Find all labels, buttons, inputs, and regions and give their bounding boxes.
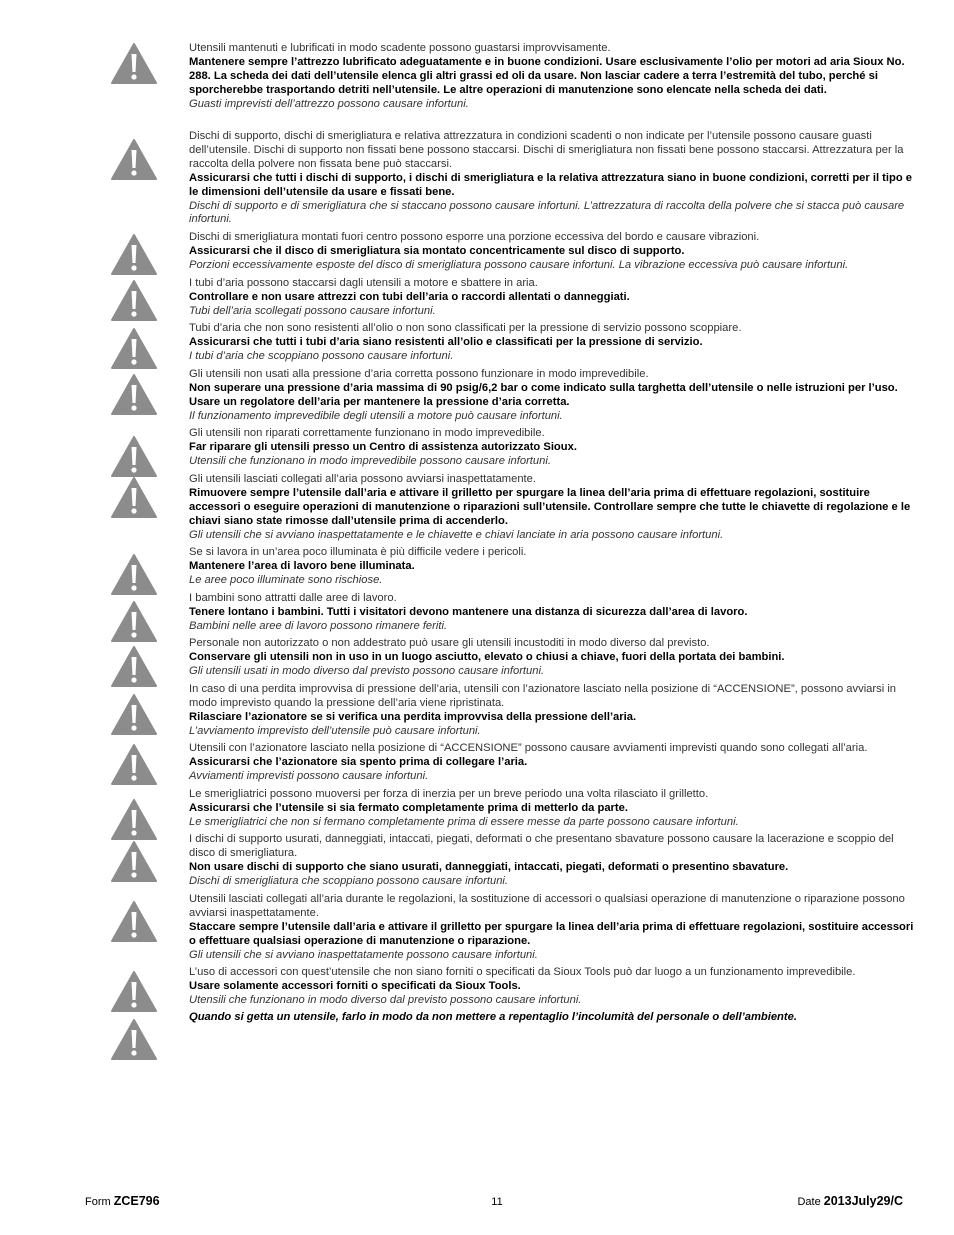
instruction-text: Assicurarsi che tutti i tubi d’aria siano resistenti all’olio e classificati per la pressione di servizio. [189,335,703,348]
hazard-text: Le smerigliatrici possono muoversi per forza di inerzia per un breve periodo una volta rilasciato il grilletto. [189,788,709,800]
warning-triangle-icon [110,743,158,786]
instruction-text: Tenere lontano i bambini. Tutti i visitatori devono mantenere una distanza di sicurezza dall’area di lavoro. [189,605,748,618]
warning-triangle-icon [110,840,158,883]
hazard-text: I bambini sono attratti dalle aree di lavoro. [189,592,397,604]
hazard-text: Gli utensili non riparati correttamente funzionano in modo imprevedibile. [189,427,545,439]
safety-section [189,322,919,364]
consequence-text: Dischi di supporto e di smerigliatura che si staccano possono causare infortuni. L’attrezzatura di raccolta della polvere che si stacca può causare infortuni. [189,199,905,226]
warning-triangle-icon [110,798,158,841]
warning-triangle-icon [110,693,158,736]
consequence-text: Gli utensili usati in modo diverso dal previsto possono causare infortuni. [189,664,545,677]
instruction-text: Assicurarsi che l’utensile si sia fermato completamente prima di metterlo da parte. [189,801,628,814]
consequence-text: Porzioni eccessivamente esposte del disco di smerigliatura possono causare infortuni. La vibrazione eccessiva può causare infortuni. [189,258,849,271]
safety-section [189,833,919,889]
safety-section [189,130,919,227]
form-label: Form [85,1196,111,1208]
hazard-text: Gli utensili non usati alla pressione d’aria corretta possono funzionare in modo imprevedibile. [189,368,649,380]
warning-triangle-icon [110,553,158,596]
hazard-text: Se si lavora in un’area poco illuminata è più difficile vedere i pericoli. [189,546,527,558]
consequence-text: Guasti imprevisti dell’attrezzo possono causare infortuni. [189,97,469,110]
safety-section [189,742,919,784]
instruction-text: Controllare e non usare attrezzi con tubi dell’aria o raccordi allentati o danneggiati. [189,290,630,303]
safety-section [189,368,919,424]
date-label: Date [797,1196,821,1208]
hazard-text: Utensili con l’azionatore lasciato nella posizione di “ACCENSIONE” possono causare avviamenti imprevisti quando sono collegati all’aria. [189,742,868,754]
instruction-text: Assicurarsi che il disco di smerigliatura sia montato concentricamente sul disco di supporto. [189,244,685,257]
instruction-text: Mantenere l’area di lavoro bene illuminata. [189,559,415,572]
consequence-text: Le smerigliatrici che non si fermano completamente prima di essere messe da parte possono causare infortuni. [189,815,739,828]
hazard-text: I dischi di supporto usurati, danneggiati, intaccati, piegati, deformati o che presentano sbavature possono causare la lacerazione e scoppio del disco di smerigliatura. [189,833,894,859]
safety-section [189,546,919,588]
form-value: ZCE796 [113,1194,160,1208]
warning-triangle-icon [110,279,158,322]
document-date [797,1194,903,1208]
consequence-text: Utensili che funzionano in modo imprevedibile possono causare infortuni. [189,454,551,467]
consequence-text: Gli utensili che si avviano inaspettatamente e le chiavette e chiavi lanciate in aria possono causare infortuni. [189,528,724,541]
hazard-text: L’uso di accessori con quest’utensile che non siano forniti o specificati da Sioux Tools può dar luogo a un funzionamento imprevedibile. [189,966,856,978]
warning-triangle-icon [110,138,158,181]
consequence-text: L’avviamento imprevisto dell’utensile può causare infortuni. [189,724,481,737]
instruction-text: Staccare sempre l’utensile dall’aria e attivare il grilletto per spurgare la linea dell’aria prima di effettuare regolazioni, sostituire accessori o effettuare qualsiasi operazione di manutenzione o riparazione. [189,920,914,947]
warning-triangle-icon [110,900,158,943]
warning-triangle-icon [110,1018,158,1061]
date-value: 2013July29/C [823,1194,903,1208]
instruction-text: Assicurarsi che tutti i dischi di supporto, i dischi di smerigliatura e la relativa attrezzatura siano in buone condizioni, corretti per il tipo e le dimensioni dell’utensile da usare e fissati bene. [189,171,912,198]
hazard-text: Tubi d’aria che non sono resistenti all’olio o non sono classificati per la pressione di servizio possono scoppiare. [189,322,742,334]
safety-section [189,788,919,830]
safety-section [189,231,919,273]
safety-section [189,893,919,963]
safety-section [189,277,919,319]
consequence-text: Avviamenti imprevisti possono causare infortuni. [189,769,429,782]
consequence-text: Le aree poco illuminate sono rischiose. [189,573,383,586]
instruction-text: Mantenere sempre l’attrezzo lubrificato adeguatamente e in buone condizioni. Usare esclusivamente l’olio per motori ad aria Sioux No. 288. La scheda dei dati dell’utensile elenca gli altri grassi ed oli da usare. Non lasciar cadere a terra l’estremità del tubo, perché si sporcherebbe trasportando detriti nell’utensile. Le altre operazioni di manutenzione sono elencate nella scheda dei dati. [189,55,905,96]
warning-triangle-icon [110,435,158,478]
page-number: 11 [491,1196,503,1208]
consequence-text: Il funzionamento imprevedibile degli utensili a motore può causare infortuni. [189,409,563,422]
warning-triangle-icon [110,233,158,276]
hazard-text: In caso di una perdita improvvisa di pressione dell’aria, utensili con l’azionatore lasciato nella posizione di “ACCENSIONE”, possono avviarsi in modo imprevisto quando la pressione dell’aria viene ripristinata. [189,683,897,709]
safety-section [189,966,919,1008]
disposal-note [189,1011,919,1025]
instruction-text: Far riparare gli utensili presso un Centro di assistenza autorizzato Sioux. [189,440,577,453]
safety-section [189,473,919,543]
instruction-text: Conservare gli utensili non in uso in un luogo asciutto, elevato o chiusi a chiave, fuori della portata dei bambini. [189,650,785,663]
safety-section [189,427,919,469]
hazard-text: I tubi d’aria possono staccarsi dagli utensili a motore e sbattere in aria. [189,277,538,289]
consequence-text: I tubi d’aria che scoppiano possono causare infortuni. [189,349,454,362]
hazard-text: Gli utensili lasciati collegati all’aria possono avviarsi inaspettatamente. [189,473,536,485]
warning-triangle-icon [110,970,158,1013]
instruction-text: Non superare una pressione d’aria massima di 90 psig/6,2 bar o come indicato sulla targhetta dell’utensile o nelle istruzioni per l’uso. Usare un regolatore dell’aria per mantenere la pressione d’aria corretta. [189,381,898,408]
safety-section [189,683,919,739]
consequence-text: Utensili che funzionano in modo diverso dal previsto possono causare infortuni. [189,993,582,1006]
hazard-text: Utensili lasciati collegati all’aria durante le regolazioni, la sostituzione di accessori o qualsiasi operazione di manutenzione o riparazione possono avviarsi inaspettatamente. [189,893,905,919]
warning-triangle-icon [110,373,158,416]
warning-triangle-icon [110,476,158,519]
consequence-text: Bambini nelle aree di lavoro possono rimanere feriti. [189,619,448,632]
consequence-text: Dischi di smerigliatura che scoppiano possono causare infortuni. [189,874,509,887]
safety-section [189,42,919,112]
warning-triangle-icon [110,42,158,85]
instruction-text: Assicurarsi che l’azionatore sia spento prima di collegare l’aria. [189,755,528,768]
consequence-text: Tubi dell’aria scollegati possono causare infortuni. [189,304,436,317]
safety-section [189,637,919,679]
instruction-text: Non usare dischi di supporto che siano usurati, danneggiati, intaccati, piegati, deformati o presentino sbavature. [189,860,789,873]
instruction-text: Rimuovere sempre l’utensile dall’aria e attivare il grilletto per spurgare la linea dell’aria prima di effettuare regolazioni, sostituire accessori o eseguire operazioni di manutenzione o riparazioni sull’utensile. Controllare sempre che tutte le chiavette di regolazione e le chiavi siano state rimosse dall’utensile prima di accenderlo. [189,486,911,527]
warning-triangle-icon [110,645,158,688]
hazard-text: Personale non autorizzato o non addestrato può usare gli utensili incustoditi in modo diverso dal previsto. [189,637,710,649]
disposal-note-text: Quando si getta un utensile, farlo in modo da non mettere a repentaglio l’incolumità del personale o dell’ambiente. [189,1011,797,1023]
hazard-text: Dischi di smerigliatura montati fuori centro possono esporre una porzione eccessiva del bordo e causare vibrazioni. [189,231,760,243]
warning-triangle-icon [110,327,158,370]
hazard-text: Dischi di supporto, dischi di smerigliatura e relativa attrezzatura in condizioni scadenti o non indicate per l’utensile possono causare guasti dell’utensile. Dischi di supporto non fissati bene possono staccarsi. Dischi di smerigliatura non fissati bene possono staccarsi. Attrezzatura per la raccolta della polvere non fissata bene può staccarsi. [189,130,904,170]
instruction-text: Usare solamente accessori forniti o specificati da Sioux Tools. [189,979,521,992]
instruction-text: Rilasciare l’azionatore se si verifica una perdita improvvisa della pressione dell’aria. [189,710,637,723]
consequence-text: Gli utensili che si avviano inaspettatamente possono causare infortuni. [189,948,538,961]
hazard-text: Utensili mantenuti e lubrificati in modo scadente possono guastarsi improvvisamente. [189,42,611,54]
warning-triangle-icon [110,600,158,643]
safety-section [189,592,919,634]
